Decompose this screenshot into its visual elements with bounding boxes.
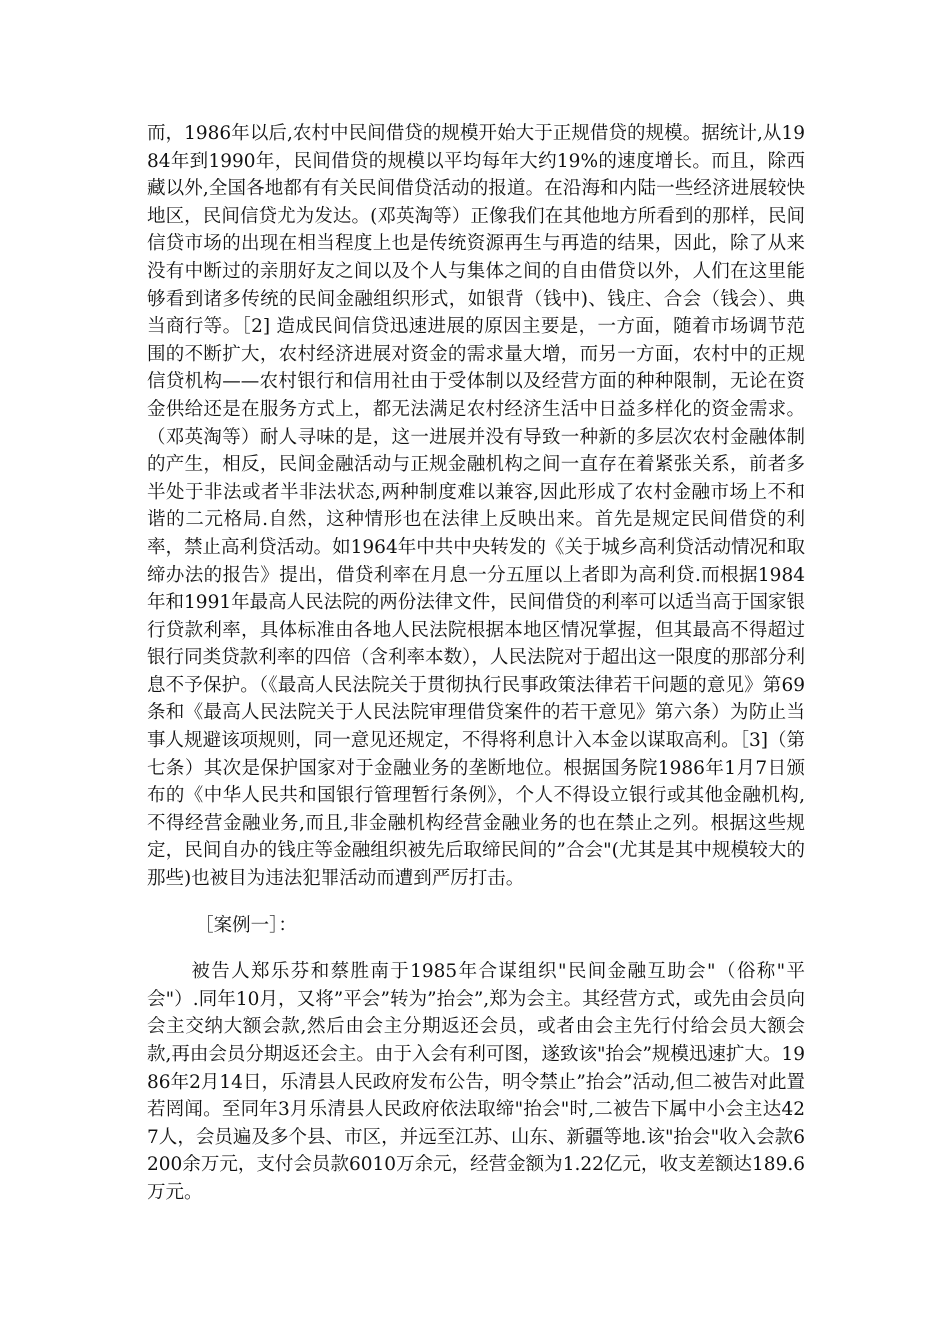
- document-page: [147, 120, 805, 1207]
- case-heading: ［案例一］：: [195, 914, 297, 936]
- body-paragraph-2: 被告人郑乐芬和蔡胜南于1985年合谋组织"民间金融互助会"（俗称"平会"）.同年10月，又将”平会”转为”抬会”,郑为会主。其经营方式，或先由会员向会主交纳大额会款,然后由会主分期返还会员，或者由会主先行付给会员大额会款,再由会员分期返还会主。由于入会有利可图，遂致该"抬会”规模迅速扩大。1986年2月14日，乐清县人民政府发布公告，明令禁止”抬会”活动,但二被告对此置若罔闻。至同年3月乐清县人民政府依法取缔"抬会"时,二被告下属中小会主达427人，会员遍及多个县、市区，并远至江苏、山东、新疆等地.该"抬会"收入会款6200余万元，支付会员款6010万余元，经营金额为1.22亿元，收支差额达189.6万元。: [147, 961, 805, 1203]
- body-paragraph-1: 而，1986年以后,农村中民间借贷的规模开始大于正规借贷的规模。据统计,从1984年到1990年，民间借贷的规模以平均每年大约19%的速度增长。而且，除西藏以外,全国各地都有有关民间借贷活动的报道。在沿海和内陆一些经济进展较快地区，民间信贷尤为发达。(邓英淘等）正像我们在其他地方所看到的那样，民间信贷市场的出现在相当程度上也是传统资源再生与再造的结果，因此，除了从来没有中断过的亲朋好友之间以及个人与集体之间的自由借贷以外，人们在这里能够看到诸多传统的民间金融组织形式，如银背（钱中)、钱庄、合会（钱会）、典当商行等。［2] 造成民间信贷迅速进展的原因主要是，一方面，随着市场调节范围的不断扩大，农村经济进展对资金的需求量大增，而另一方面，农村中的正规信贷机构——农村银行和信用社由于受体制以及经营方面的种种限制，无论在资金供给还是在服务方式上，都无法满足农村经济生活中日益多样化的资金需求。（邓英淘等）耐人寻味的是，这一进展并没有导致一种新的多层次农村金融体制的产生，相反，民间金融活动与正规金融机构之间一直存在着紧张关系，前者多半处于非法或者半非法状态,两种制度难以兼容,因此形成了农村金融市场上不和谐的二元格局.自然，这种情形也在法律上反映出来。首先是规定民间借贷的利率，禁止高利贷活动。如1964年中共中央转发的《关于城乡高利贷活动情况和取缔办法的报告》提出，借贷利率在月息一分五厘以上者即为高利贷.而根据1984年和1991年最高人民法院的两份法律文件，民间借贷的利率可以适当高于国家银行贷款利率，具体标准由各地人民法院根据本地区情况掌握，但其最高不得超过银行同类贷款利率的四倍（含利率本数），人民法院对于超出这一限度的那部分利息不予保护。（《最高人民法院关于贯彻执行民事政策法律若干问题的意见》第69条和《最高人民法院关于人民法院审理借贷案件的若干意见》第六条）为防止当事人规避该项规则，同一意见还规定，不得将利息计入本金以谋取高利。［3]（第七条）其次是保护国家对于金融业务的垄断地位。根据国务院1986年1月7日颁布的《中华人民共和国银行管理暂行条例》，个人不得设立银行或其他金融机构,不得经营金融业务,而且,非金融机构经营金融业务的也在禁止之列。根据这些规定，民间自办的钱庄等金融组织被先后取缔民间的”合会"(尤其是其中规模较大的那些)也被目为违法犯罪活动而遭到严厉打击。: [147, 123, 805, 890]
